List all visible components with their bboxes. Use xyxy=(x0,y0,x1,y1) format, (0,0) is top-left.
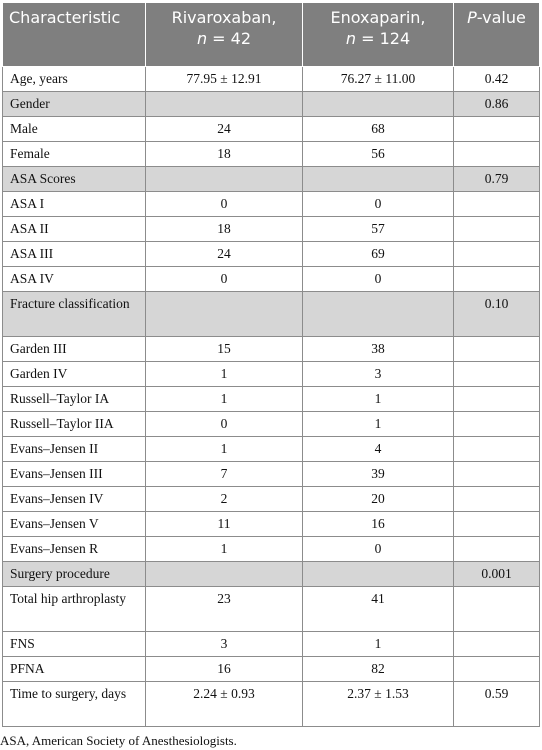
table-row xyxy=(3,267,540,292)
cell-characteristic: Evans–Jensen R xyxy=(3,537,146,562)
table-row xyxy=(3,362,540,387)
cell-rivaroxaban: 1 xyxy=(146,437,303,462)
cell-characteristic: Gender xyxy=(3,92,146,117)
cell-rivaroxaban xyxy=(146,167,303,192)
cell-pvalue xyxy=(454,437,540,462)
cell-characteristic: ASA III xyxy=(3,242,146,267)
cell-rivaroxaban: 11 xyxy=(146,512,303,537)
cell-rivaroxaban: 3 xyxy=(146,632,303,657)
header-characteristic xyxy=(3,3,146,67)
cell-enoxaparin: 68 xyxy=(303,117,454,142)
cell-enoxaparin: 69 xyxy=(303,242,454,267)
table-row xyxy=(3,192,540,217)
cell-rivaroxaban: 24 xyxy=(146,242,303,267)
header-rivaroxaban xyxy=(146,3,303,67)
cell-rivaroxaban xyxy=(146,292,303,337)
table-row xyxy=(3,632,540,657)
cell-pvalue: 0.10 xyxy=(454,292,540,337)
cell-rivaroxaban: 24 xyxy=(146,117,303,142)
cell-rivaroxaban: 0 xyxy=(146,192,303,217)
cell-pvalue xyxy=(454,142,540,167)
cell-enoxaparin: 82 xyxy=(303,657,454,682)
table-row xyxy=(3,142,540,167)
table-row xyxy=(3,512,540,537)
cell-characteristic: Evans–Jensen V xyxy=(3,512,146,537)
group-row xyxy=(3,92,540,117)
cell-pvalue xyxy=(454,267,540,292)
cell-pvalue: 0.59 xyxy=(454,682,540,727)
header-rivaroxaban-name: Rivaroxaban, xyxy=(171,8,277,27)
cell-rivaroxaban: 1 xyxy=(146,387,303,412)
cell-rivaroxaban: 18 xyxy=(146,142,303,167)
cell-enoxaparin: 3 xyxy=(303,362,454,387)
table-row xyxy=(3,412,540,437)
cell-enoxaparin: 0 xyxy=(303,267,454,292)
header-row xyxy=(3,3,540,67)
cell-rivaroxaban: 15 xyxy=(146,337,303,362)
cell-pvalue xyxy=(454,192,540,217)
cell-pvalue xyxy=(454,217,540,242)
table-row xyxy=(3,67,540,92)
cell-pvalue: 0.86 xyxy=(454,92,540,117)
cell-characteristic: Garden IV xyxy=(3,362,146,387)
cell-characteristic: Evans–Jensen II xyxy=(3,437,146,462)
cell-pvalue xyxy=(454,487,540,512)
cell-enoxaparin: 16 xyxy=(303,512,454,537)
table-body xyxy=(3,67,540,727)
cell-rivaroxaban: 0 xyxy=(146,412,303,437)
table-footnote: ASA, American Society of Anesthesiologists. xyxy=(0,733,237,748)
cell-enoxaparin: 1 xyxy=(303,412,454,437)
table-row xyxy=(3,537,540,562)
cell-characteristic: Age, years xyxy=(3,67,146,92)
table-container xyxy=(2,2,539,727)
cell-characteristic: Male xyxy=(3,117,146,142)
table-row xyxy=(3,217,540,242)
cell-rivaroxaban: 16 xyxy=(146,657,303,682)
cell-rivaroxaban: 18 xyxy=(146,217,303,242)
cell-pvalue xyxy=(454,657,540,682)
cell-pvalue xyxy=(454,587,540,632)
cell-pvalue: 0.79 xyxy=(454,167,540,192)
cell-enoxaparin: 2.37 ± 1.53 xyxy=(303,682,454,727)
group-row xyxy=(3,167,540,192)
cell-characteristic: Evans–Jensen IV xyxy=(3,487,146,512)
cell-rivaroxaban: 2 xyxy=(146,487,303,512)
cell-enoxaparin: 38 xyxy=(303,337,454,362)
cell-pvalue xyxy=(454,632,540,657)
cell-rivaroxaban xyxy=(146,562,303,587)
cell-pvalue xyxy=(454,117,540,142)
cell-enoxaparin: 0 xyxy=(303,192,454,217)
table-row xyxy=(3,242,540,267)
cell-characteristic: PFNA xyxy=(3,657,146,682)
cell-enoxaparin: 0 xyxy=(303,537,454,562)
cell-enoxaparin: 4 xyxy=(303,437,454,462)
cell-enoxaparin: 76.27 ± 11.00 xyxy=(303,67,454,92)
cell-pvalue xyxy=(454,362,540,387)
cell-characteristic: Garden III xyxy=(3,337,146,362)
characteristics-table xyxy=(2,2,540,727)
cell-enoxaparin: 41 xyxy=(303,587,454,632)
header-rivaroxaban-n: n = 42 xyxy=(196,29,252,48)
cell-enoxaparin: 1 xyxy=(303,387,454,412)
cell-pvalue xyxy=(454,512,540,537)
table-row xyxy=(3,587,540,632)
cell-rivaroxaban: 1 xyxy=(146,362,303,387)
cell-characteristic: Time to surgery, days xyxy=(3,682,146,727)
cell-pvalue xyxy=(454,387,540,412)
cell-characteristic: FNS xyxy=(3,632,146,657)
cell-enoxaparin: 56 xyxy=(303,142,454,167)
cell-pvalue: 0.42 xyxy=(454,67,540,92)
cell-characteristic: Female xyxy=(3,142,146,167)
header-enoxaparin-n: n = 124 xyxy=(345,29,411,48)
cell-characteristic: Russell–Taylor IIA xyxy=(3,412,146,437)
cell-enoxaparin xyxy=(303,92,454,117)
cell-pvalue xyxy=(454,537,540,562)
cell-characteristic: Russell–Taylor IA xyxy=(3,387,146,412)
cell-characteristic: ASA IV xyxy=(3,267,146,292)
cell-rivaroxaban xyxy=(146,92,303,117)
cell-enoxaparin xyxy=(303,167,454,192)
cell-rivaroxaban: 2.24 ± 0.93 xyxy=(146,682,303,727)
table-row xyxy=(3,337,540,362)
cell-enoxaparin: 39 xyxy=(303,462,454,487)
table-row xyxy=(3,437,540,462)
cell-rivaroxaban: 1 xyxy=(146,537,303,562)
cell-enoxaparin: 20 xyxy=(303,487,454,512)
table-row xyxy=(3,117,540,142)
header-enoxaparin-name: Enoxaparin, xyxy=(330,8,426,27)
table-row xyxy=(3,462,540,487)
cell-pvalue xyxy=(454,412,540,437)
cell-rivaroxaban: 7 xyxy=(146,462,303,487)
cell-rivaroxaban: 77.95 ± 12.91 xyxy=(146,67,303,92)
table-row xyxy=(3,682,540,727)
header-pvalue-label: P-value xyxy=(467,8,526,27)
cell-enoxaparin xyxy=(303,562,454,587)
cell-characteristic: ASA Scores xyxy=(3,167,146,192)
cell-pvalue xyxy=(454,462,540,487)
cell-characteristic: ASA I xyxy=(3,192,146,217)
cell-characteristic: Evans–Jensen III xyxy=(3,462,146,487)
table-row xyxy=(3,487,540,512)
cell-pvalue: 0.001 xyxy=(454,562,540,587)
group-row xyxy=(3,562,540,587)
table-row xyxy=(3,657,540,682)
header-enoxaparin xyxy=(303,3,454,67)
header-pvalue xyxy=(454,3,540,67)
group-row xyxy=(3,292,540,337)
cell-rivaroxaban: 0 xyxy=(146,267,303,292)
cell-pvalue xyxy=(454,242,540,267)
table-row xyxy=(3,387,540,412)
cell-enoxaparin: 57 xyxy=(303,217,454,242)
cell-enoxaparin xyxy=(303,292,454,337)
cell-characteristic: Total hip arthroplasty xyxy=(3,587,146,632)
cell-characteristic: ASA II xyxy=(3,217,146,242)
cell-pvalue xyxy=(454,337,540,362)
cell-characteristic: Fracture classification xyxy=(3,292,146,337)
cell-enoxaparin: 1 xyxy=(303,632,454,657)
cell-rivaroxaban: 23 xyxy=(146,587,303,632)
cell-characteristic: Surgery procedure xyxy=(3,562,146,587)
header-characteristic-label: Characteristic xyxy=(9,8,121,27)
